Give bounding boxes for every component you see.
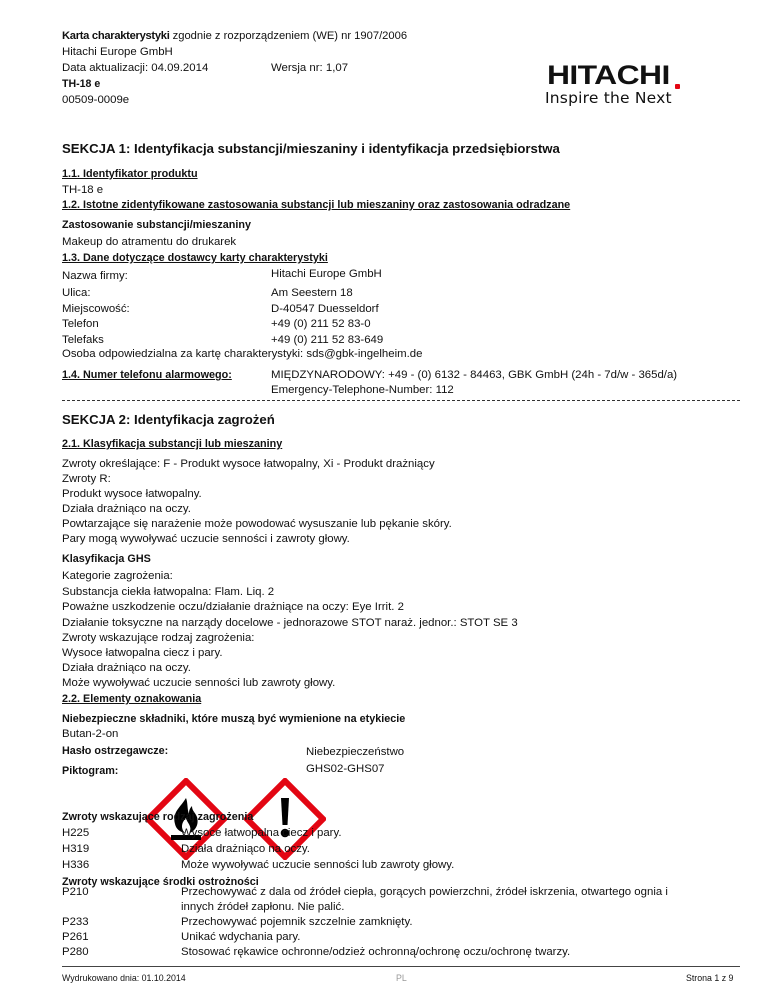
classification-line: Pary mogą wywoływać uczucie senności i zawroty głowy. — [62, 533, 350, 545]
hazardous-title: Niebezpieczne składniki, które muszą być wymienione na etykiecie — [62, 713, 406, 725]
precaution-title: Zwroty wskazujące środki ostrożności — [62, 876, 259, 888]
header-product-code: 00509-0009e — [62, 94, 130, 106]
logo-brand: HITACHI — [547, 60, 670, 90]
emergency-line-2: Emergency-Telephone-Number: 112 — [271, 384, 454, 396]
supplier-label: Nazwa firmy: — [62, 270, 128, 282]
logo-accent-mark — [675, 84, 680, 89]
supplier-value: D-40547 Duesseldorf — [271, 303, 379, 315]
header-regulation: zgodnie z rozporządzeniem (WE) nr 1907/2006 — [169, 30, 408, 42]
supplier-value: Am Seestern 18 — [271, 287, 353, 299]
section-divider — [62, 400, 740, 401]
use-value: Makeup do atramentu do drukarek — [62, 236, 237, 248]
section2-2-title: 2.2. Elementy oznakowania — [62, 693, 202, 705]
precaution-text-cont: innych źródeł zapłonu. Nie palić. — [181, 901, 345, 913]
hazard-code: H225 — [62, 827, 90, 839]
supplier-value: Hitachi Europe GmbH — [271, 268, 382, 280]
use-title: Zastosowanie substancji/mieszaniny — [62, 219, 252, 231]
header-product: TH-18 e — [62, 78, 101, 90]
supplier-value: +49 (0) 211 52 83-0 — [271, 318, 371, 330]
precaution-text: Stosować rękawice ochronne/odzież ochronną/ochronę oczu/ochronę twarzy. — [181, 946, 571, 958]
ghs-line: Zwroty wskazujące rodzaj zagrożenia: — [62, 632, 255, 644]
ghs-line: Działa drażniąco na oczy. — [62, 662, 191, 674]
header-title-line — [62, 30, 407, 42]
signal-word-label: Hasło ostrzegawcze: — [62, 745, 169, 757]
hitachi-logo — [545, 60, 725, 110]
supplier-label: Telefaks — [62, 334, 104, 346]
precaution-code: P210 — [62, 886, 89, 898]
section1-3-title: 1.3. Dane dotyczące dostawcy karty charakterystyki — [62, 252, 328, 264]
classification-line: Zwroty R: — [62, 473, 111, 485]
header-company: Hitachi Europe GmbH — [62, 46, 173, 58]
hazard-code: H336 — [62, 859, 90, 871]
ghs-title: Klasyfikacja GHS — [62, 553, 151, 565]
classification-line: Powtarzające się narażenie może powodować wysuszanie lub pękanie skóry. — [62, 518, 452, 530]
precaution-code: P261 — [62, 931, 89, 943]
ghs-line: Poważne uszkodzenie oczu/działanie drażniące na oczy: Eye Irrit. 2 — [62, 601, 404, 613]
section2-title: SEKCJA 2: Identyfikacja zagrożeń — [62, 412, 275, 427]
supplier-label: Telefon — [62, 318, 99, 330]
signal-word-value: Niebezpieczeństwo — [306, 746, 405, 758]
header-version: Wersja nr: 1,07 — [271, 62, 349, 74]
classification-line: Działa drażniąco na oczy. — [62, 503, 191, 515]
ghs-line: Kategorie zagrożenia: — [62, 570, 173, 582]
section2-1-title: 2.1. Klasyfikacja substancji lub mieszaniny — [62, 438, 283, 450]
precaution-code: P233 — [62, 916, 89, 928]
hazard-text: Działa drażniąco na oczy. — [181, 843, 310, 855]
ghs-line: Działanie toksyczne na narządy docelowe - jednorazowe STOT naraż. jednor.: STOT SE 3 — [62, 617, 518, 629]
precaution-text: Unikać wdychania pary. — [181, 931, 301, 943]
footer-language: PL — [396, 973, 407, 983]
hazard-text: Może wywoływać uczucie senności lub zawroty głowy. — [181, 859, 455, 871]
section1-title: SEKCJA 1: Identyfikacja substancji/mieszaniny i identyfikacja przedsiębiorstwa — [62, 141, 560, 156]
ghs-line: Wysoce łatwopalna ciecz i pary. — [62, 647, 223, 659]
hazard-text: Wysoce łatwopalna ciecz i pary. — [181, 827, 342, 839]
precaution-text: Przechowywać z dala od źródeł ciepła, gorących powierzchni, źródeł iskrzenia, otwartego ognia i — [181, 886, 668, 898]
pictogram-value: GHS02-GHS07 — [306, 763, 385, 775]
footer-printed-date: Wydrukowano dnia: 01.10.2014 — [62, 973, 186, 983]
classification-line: Produkt wysoce łatwopalny. — [62, 488, 202, 500]
hazardous-value: Butan-2-on — [62, 728, 119, 740]
section1-1-title: 1.1. Identyfikator produktu — [62, 168, 198, 180]
logo-slogan: Inspire the Next — [545, 89, 672, 107]
hazard-statements-title: Zwroty wskazujące rodzaj zagrożenia — [62, 811, 254, 823]
footer-divider — [62, 966, 740, 967]
footer-page-number: Strona 1 z 9 — [686, 973, 734, 983]
ghs-line: Substancja ciekła łatwopalna: Flam. Liq. 2 — [62, 586, 275, 598]
contact-line: Osoba odpowiedzialna za kartę charakterystyki: sds@gbk-ingelheim.de — [62, 348, 423, 360]
section1-2-title: 1.2. Istotne zidentyfikowane zastosowania substancji lub mieszaniny oraz zastosowania odradzane — [62, 199, 571, 211]
supplier-label: Ulica: — [62, 287, 91, 299]
pictogram-label: Piktogram: — [62, 765, 119, 777]
precaution-text: Przechowywać pojemnik szczelnie zamknięty. — [181, 916, 413, 928]
precaution-code: P280 — [62, 946, 89, 958]
hazard-code: H319 — [62, 843, 90, 855]
ghs-line: Może wywoływać uczucie senności lub zawroty głowy. — [62, 677, 336, 689]
supplier-label: Miejscowość: — [62, 303, 130, 315]
classification-line: Zwroty określające: F - Produkt wysoce łatwopalny, Xi - Produkt drażniący — [62, 458, 435, 470]
section1-4-title: 1.4. Numer telefonu alarmowego: — [62, 369, 232, 381]
supplier-value: +49 (0) 211 52 83-649 — [271, 334, 384, 346]
header-doc-type: Karta charakterystyki — [62, 30, 170, 42]
emergency-line-1: MIĘDZYNARODOWY: +49 - (0) 6132 - 84463, GBK GmbH (24h - 7d/w - 365d/a) — [271, 369, 678, 381]
header-update-date: Data aktualizacji: 04.09.2014 — [62, 62, 209, 74]
section1-1-value: TH-18 e — [62, 184, 104, 196]
